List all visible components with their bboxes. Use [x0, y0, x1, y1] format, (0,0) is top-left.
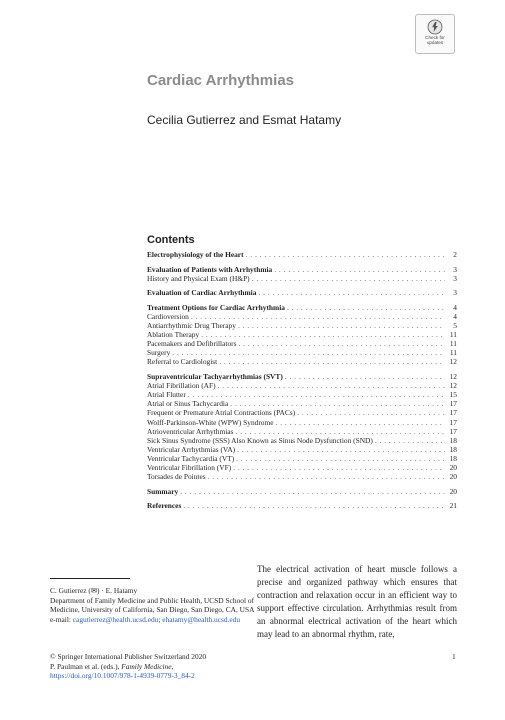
toc-entry-page: 20: [449, 486, 457, 496]
toc-group: [147, 501, 457, 510]
toc-section-entry[interactable]: [147, 303, 457, 312]
toc-entry-label: History and Physical Exam (H&P): [147, 273, 250, 283]
email-prefix: e-mail:: [50, 614, 73, 624]
toc-subsection-entry[interactable]: [147, 463, 457, 472]
toc-subsection-entry[interactable]: [147, 445, 457, 454]
toc-leader-dots: [375, 436, 445, 445]
toc-leader-dots: [274, 265, 445, 274]
contents-heading: Contents: [147, 234, 195, 246]
toc-entry-page: 18: [449, 453, 457, 463]
toc-entry-page: 4: [453, 302, 457, 312]
toc-entry-label: Ventricular Arrhythmias (VA): [147, 444, 236, 454]
toc-section-entry[interactable]: [147, 501, 457, 510]
toc-leader-dots: [219, 357, 445, 366]
toc-group: [147, 303, 457, 367]
toc-entry-label: Ablation Therapy: [147, 330, 200, 340]
toc-leader-dots: [287, 303, 445, 312]
toc-entry-page: 3: [453, 288, 457, 298]
toc-leader-dots: [191, 312, 445, 321]
toc-entry-page: 11: [449, 339, 457, 349]
toc-subsection-entry[interactable]: [147, 390, 457, 399]
toc-section-entry[interactable]: [147, 487, 457, 496]
toc-entry-label: Frequent or Premature Atrial Contractions (PACs): [147, 408, 296, 418]
toc-leader-dots: [246, 250, 445, 259]
toc-section-entry[interactable]: [147, 372, 457, 381]
toc-entry-page: 5: [453, 321, 457, 331]
toc-entry-page: 17: [449, 408, 457, 418]
toc-leader-dots: [238, 321, 445, 330]
toc-section-entry[interactable]: [147, 288, 457, 297]
toc-subsection-entry[interactable]: [147, 321, 457, 330]
toc-entry-label: Ventricular Tachycardia (VT): [147, 453, 235, 463]
toc-entry-label: Atrioventricular Arrhythmias: [147, 426, 234, 436]
toc-leader-dots: [218, 381, 445, 390]
authors: Cecilia Gutierrez and Esmat Hatamy: [147, 113, 342, 127]
toc-subsection-entry[interactable]: [147, 454, 457, 463]
check-for-updates-badge[interactable]: [415, 14, 455, 54]
email-link-gutierrez[interactable]: cagutierrez@health.ucsd.edu: [72, 614, 159, 624]
toc-subsection-entry[interactable]: [147, 357, 457, 366]
doi-link[interactable]: https://doi.org/10.1007/978-1-4939-0779-3_84-2: [50, 671, 195, 681]
toc-entry-label: Atrial Fibrillation (AF): [147, 381, 216, 391]
editors: P. Paulman et al. (eds.),: [50, 661, 122, 671]
toc-leader-dots: [172, 348, 445, 357]
toc-subsection-entry[interactable]: [147, 312, 457, 321]
toc-entry-page: 21: [449, 501, 457, 511]
toc-subsection-entry[interactable]: [147, 427, 457, 436]
toc-leader-dots: [208, 472, 445, 481]
toc-entry-label: Supraventricular Tachyarrhythmias (SVT): [147, 372, 283, 382]
toc-entry-page: 18: [449, 435, 457, 445]
affiliation-department: Department of Family Medicine and Public Health, UCSD School of Medicine, University of California, San Diego, San Diego, CA, USA: [50, 595, 255, 615]
toc-entry-page: 3: [453, 273, 457, 283]
toc-entry-label: Ventricular Fibrillation (VF): [147, 462, 232, 472]
toc-group: [147, 250, 457, 259]
copyright-line: © Springer International Publisher Switzerland 2020: [50, 652, 207, 661]
toc-subsection-entry[interactable]: [147, 436, 457, 445]
toc-section-entry[interactable]: [147, 250, 457, 259]
toc-entry-label: Pacemakers and Defibrillators: [147, 339, 237, 349]
toc-entry-label: Antiarrhythmic Drug Therapy: [147, 321, 236, 331]
toc-subsection-entry[interactable]: [147, 399, 457, 408]
toc-entry-page: 15: [449, 390, 457, 400]
toc-leader-dots: [201, 330, 445, 339]
citation-line: [50, 662, 270, 672]
toc-leader-dots: [238, 339, 445, 348]
toc-subsection-entry[interactable]: [147, 330, 457, 339]
citation-comma: ,: [171, 661, 174, 671]
toc-entry-page: 4: [453, 311, 457, 321]
toc-entry-page: 17: [449, 399, 457, 409]
toc-entry-label: Sick Sinus Syndrome (SSS) Also Known as Sinus Node Dysfunction (SND): [147, 435, 373, 445]
toc-entry-page: 20: [449, 472, 457, 482]
toc-subsection-entry[interactable]: [147, 472, 457, 481]
body-paragraph: The electrical activation of heart muscle follows a precise and organized pathway which ensures that contraction and relaxation occur in an efficient way to support effective circulation. Arrhythmias result from an abnormal electrical activation of the heart which may lead to an abnormal rhythm, rate,: [257, 564, 457, 639]
toc-entry-label: Wolff-Parkinson-White (WPW) Syndrome: [147, 417, 274, 427]
toc-entry-page: 12: [449, 372, 457, 382]
email-link-hatamy[interactable]: ehatamy@health.ucsd.edu: [162, 614, 241, 624]
toc-subsection-entry[interactable]: [147, 274, 457, 283]
badge-line-2: updates: [426, 40, 444, 45]
toc-leader-dots: [183, 501, 445, 510]
toc-entry-label: Atrial or Sinus Tachycardia: [147, 399, 229, 409]
toc-leader-dots: [285, 372, 445, 381]
toc-entry-label: Torsades de Pointes: [147, 472, 206, 482]
toc-entry-label: Cardioversion: [147, 311, 189, 321]
toc-leader-dots: [236, 454, 445, 463]
toc-entry-page: 11: [449, 330, 457, 340]
table-of-contents: [147, 250, 457, 516]
toc-entry-label: Summary: [147, 486, 179, 496]
toc-leader-dots: [235, 427, 445, 436]
toc-section-entry[interactable]: [147, 265, 457, 274]
affiliation-emails: [50, 615, 260, 625]
page-number: 1: [452, 652, 456, 661]
toc-subsection-entry[interactable]: [147, 381, 457, 390]
toc-subsection-entry[interactable]: [147, 348, 457, 357]
chapter-title: Cardiac Arrhythmias: [147, 72, 294, 89]
toc-leader-dots: [180, 487, 445, 496]
toc-entry-page: 2: [453, 250, 457, 259]
toc-subsection-entry[interactable]: [147, 408, 457, 417]
toc-entry-page: 17: [449, 417, 457, 427]
author-affiliation: [50, 586, 260, 624]
toc-entry-page: 17: [449, 426, 457, 436]
toc-group: [147, 487, 457, 496]
toc-entry-label: Atrial Flutter: [147, 390, 186, 400]
check-for-updates-icon: [427, 19, 443, 35]
toc-group: [147, 265, 457, 283]
toc-leader-dots: [258, 288, 445, 297]
page-footer: [50, 652, 270, 681]
book-title: Family Medicine: [121, 661, 172, 671]
toc-entry-label: Evaluation of Cardiac Arrhythmia: [147, 288, 257, 298]
footnote-rule: [50, 578, 130, 579]
toc-entry-page: 12: [449, 357, 457, 367]
badge-line-1: Check for: [425, 35, 445, 40]
toc-entry-page: 18: [449, 444, 457, 454]
toc-leader-dots: [188, 390, 445, 399]
affiliation-authors: C. Gutierrez (✉) · E. Hatamy: [50, 586, 138, 595]
toc-leader-dots: [276, 418, 445, 427]
toc-entry-label: Referral to Cardiologist: [147, 357, 218, 367]
toc-entry-page: 20: [449, 462, 457, 472]
toc-entry-label: Evaluation of Patients with Arrhythmia: [147, 264, 273, 274]
toc-group: [147, 372, 457, 481]
toc-subsection-entry[interactable]: [147, 339, 457, 348]
toc-entry-page: 12: [449, 381, 457, 391]
toc-leader-dots: [237, 445, 445, 454]
toc-leader-dots: [233, 463, 445, 472]
toc-entry-page: 11: [449, 348, 457, 358]
toc-leader-dots: [297, 408, 445, 417]
toc-entry-label: Electrophysiology of the Heart: [147, 250, 244, 259]
toc-entry-label: References: [147, 501, 182, 511]
toc-leader-dots: [252, 274, 445, 283]
toc-group: [147, 288, 457, 297]
toc-entry-label: Treatment Options for Cardiac Arrhythmia: [147, 302, 285, 312]
toc-entry-label: Surgery: [147, 348, 171, 358]
toc-leader-dots: [230, 399, 445, 408]
email-separator: ;: [158, 614, 163, 624]
toc-entry-page: 3: [453, 264, 457, 274]
toc-subsection-entry[interactable]: [147, 418, 457, 427]
